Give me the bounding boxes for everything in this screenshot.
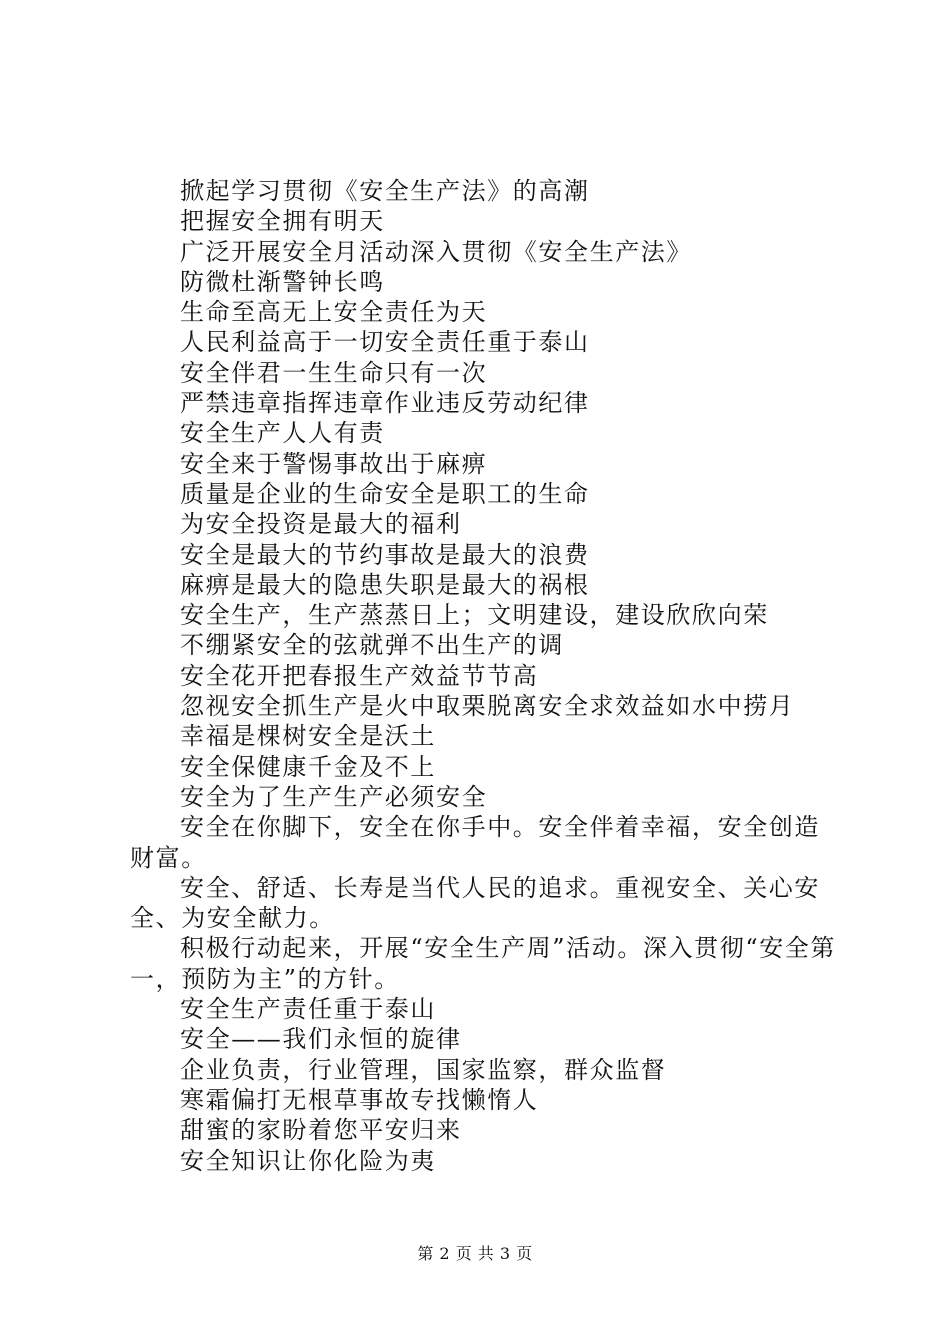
slogan-line: 不绷紧安全的弦就弹不出生产的调 <box>180 631 564 660</box>
slogan-line: 寒霜偏打无根草事故专找懒惰人 <box>180 1085 539 1114</box>
slogan-line: 生命至高无上安全责任为天 <box>180 298 488 327</box>
slogan-line: 为安全投资是最大的福利 <box>180 510 462 539</box>
slogan-line: 安全是最大的节约事故是最大的浪费 <box>180 540 590 569</box>
slogan-paragraph: 安全在你脚下，安全在你手中。安全伴着幸福，安全创造财富。 <box>130 813 820 872</box>
slogan-line: 安全保健康千金及不上 <box>180 752 436 781</box>
slogan-line: 甜蜜的家盼着您平安归来 <box>180 1116 462 1145</box>
document-body <box>130 176 840 1176</box>
slogan-line: 掀起学习贯彻《安全生产法》的高潮 <box>180 177 590 205</box>
slogan-line: 安全花开把春报生产效益节节高 <box>180 661 539 690</box>
page-number-footer: 第 2 页 共 3 页 <box>417 1244 533 1263</box>
slogan-line: 安全来于警惕事故出于麻痹 <box>180 449 488 478</box>
slogan-line: 安全生产责任重于泰山 <box>180 995 436 1024</box>
slogan-line: 幸福是棵树安全是沃土 <box>180 722 436 751</box>
slogan-line: 安全生产人人有责 <box>180 419 385 448</box>
slogan-paragraph: 积极行动起来，开展“安全生产周”活动。深入贯彻“安全第一，预防为主”的方针。 <box>130 934 837 993</box>
slogan-line: 广泛开展安全月活动深入贯彻《安全生产法》 <box>180 237 692 266</box>
slogan-line: 防微杜渐警钟长鸣 <box>180 267 385 296</box>
slogan-line: 人民利益高于一切安全责任重于泰山 <box>180 328 590 357</box>
slogan-line: 安全知识让你化险为夷 <box>180 1146 436 1175</box>
slogan-line: 安全为了生产生产必须安全 <box>180 782 488 811</box>
slogan-line: 麻痹是最大的隐患失职是最大的祸根 <box>180 570 590 599</box>
slogan-line: 质量是企业的生命安全是职工的生命 <box>180 479 590 508</box>
slogan-line: 安全生产，生产蒸蒸日上；文明建设，建设欣欣向荣 <box>180 601 769 630</box>
slogan-line: 安全伴君一生生命只有一次 <box>180 358 488 387</box>
slogan-line: 严禁违章指挥违章作业违反劳动纪律 <box>180 389 590 418</box>
slogan-line: 企业负责，行业管理，国家监察，群众监督 <box>180 1055 667 1084</box>
slogan-paragraph: 安全、舒适、长寿是当代人民的追求。重视安全、关心安全、为安全献力。 <box>130 873 820 933</box>
slogan-line: 把握安全拥有明天 <box>180 207 385 236</box>
slogan-line: 忽视安全抓生产是火中取栗脱离安全求效益如水中捞月 <box>180 692 795 721</box>
slogan-line: 安全——我们永恒的旋律 <box>180 1025 462 1054</box>
